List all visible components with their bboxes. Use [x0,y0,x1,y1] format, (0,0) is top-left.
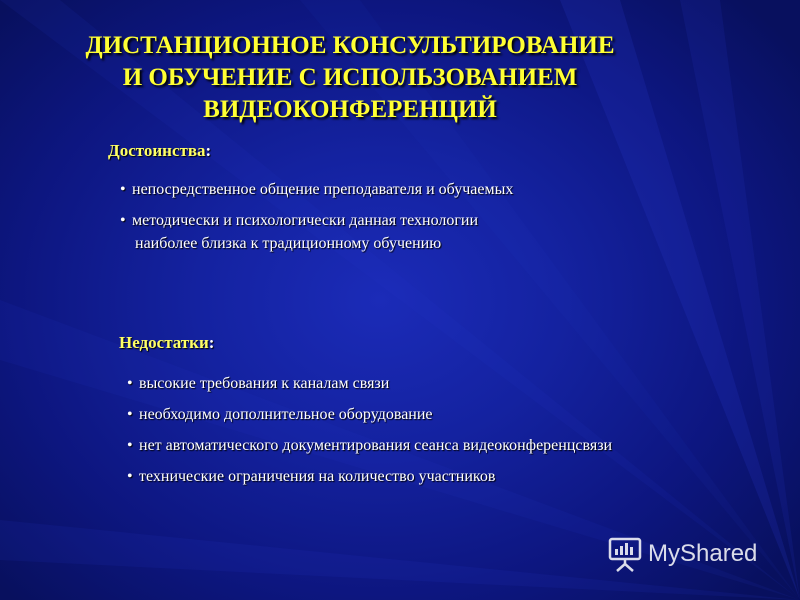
slide-title [60,30,640,126]
advantages-heading [108,141,211,161]
list-item-text: необходимо дополнительное оборудование [139,406,433,423]
bullet-icon: • [120,181,126,198]
watermark [608,534,757,574]
bullet-icon: • [127,437,133,454]
list-item-text: нет автоматического документирования сеанса видеоконференцсвязи [139,437,613,454]
bullet-icon: • [127,468,133,485]
presentation-board-icon [608,536,642,572]
list-item [120,178,640,201]
disadvantages-heading [119,333,214,353]
bullet-icon: • [120,212,126,229]
list-item [127,465,777,488]
list-item-text-continued: наиболее близка к традиционному обучению [135,235,442,252]
advantages-list [120,178,640,263]
title-line-3: ВИДЕОКОНФЕРЕНЦИЙ [203,96,497,123]
bullet-icon: • [127,406,133,423]
advantages-heading-colon: : [205,141,212,160]
list-item [127,372,777,395]
list-item-text: высокие требования к каналам связи [139,375,390,392]
watermark-text: MyShared [648,540,758,567]
list-item-text: технические ограничения на количество участников [139,468,496,485]
title-line-2: И ОБУЧЕНИЕ С ИСПОЛЬЗОВАНИЕМ [122,64,578,91]
disadvantages-list [127,372,777,496]
bullet-icon: • [127,375,133,392]
list-item [120,209,640,255]
list-item [127,403,777,426]
title-line-1: ДИСТАНЦИОННОЕ КОНСУЛЬТИРОВАНИЕ [85,32,615,59]
disadvantages-heading-colon: : [208,333,215,352]
list-item [127,434,777,457]
list-item-text: непосредственное общение преподавателя и обучаемых [132,181,514,198]
advantages-heading-text: Достоинства [108,141,206,160]
disadvantages-heading-text: Недостатки [119,333,209,352]
list-item-text: методически и психологически данная технологии [132,212,479,229]
